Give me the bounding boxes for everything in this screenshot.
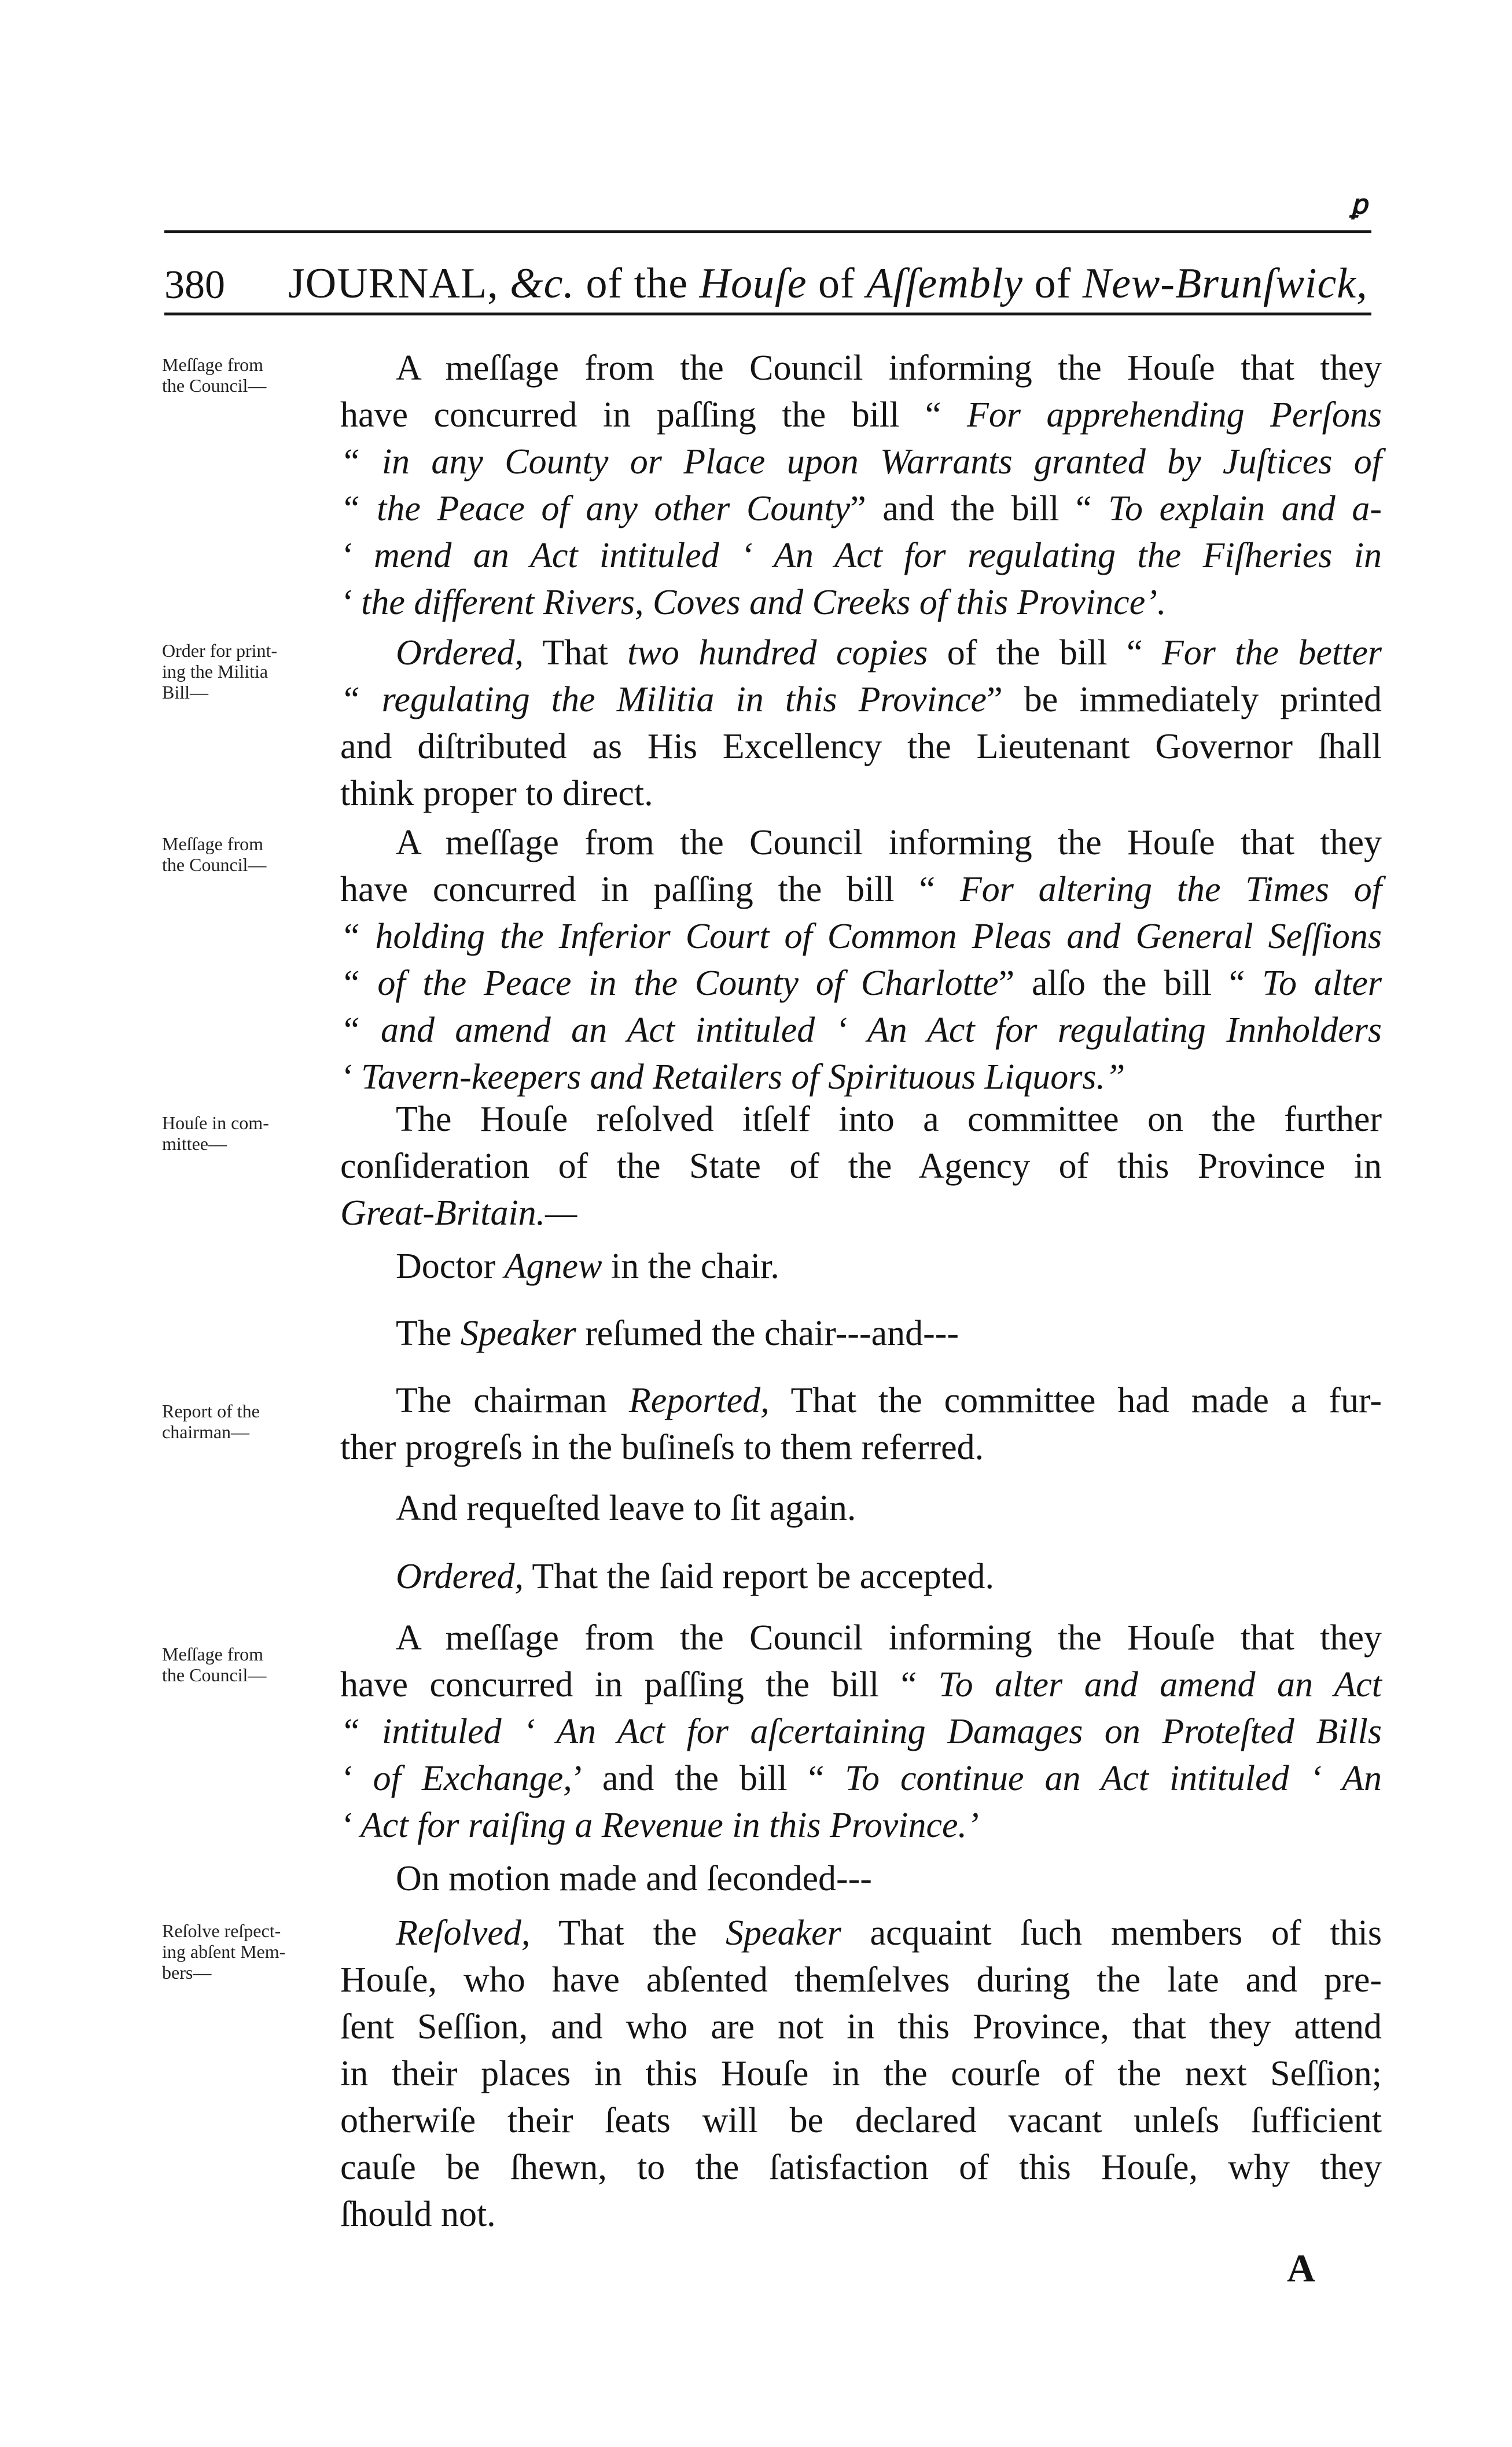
margin-note: Order for print- ing the Militia Bill— [162, 640, 278, 703]
margin-note: Meſſage from the Council— [162, 833, 267, 875]
margin-note: Meſſage from the Council— [162, 354, 267, 396]
journal-line: On motion made and ſeconded--- [396, 1859, 872, 1898]
page-number: 380 [164, 263, 225, 307]
journal-entry: A meſſage from the Council informing the Houſe that they have concurred in paſſing the bill “ To alter and amend an Act “ intituled ‘ An Act for aſcertaining Damages on Proteſted Bills ‘ of Exchange,’ and the bill “ To continue an Act intituled ‘ An ‘ Act for raiſing a Revenue in this Province.’ [340, 1618, 1382, 1845]
journal-entry: The chairman Reported, That the committee had made a fur- ther progreſs in the buſineſs to them referred. [340, 1381, 1382, 1467]
journal-line: Doctor Agnew in the chair. [396, 1247, 779, 1286]
margin-note: Report of the chairman— [162, 1401, 260, 1442]
margin-note: Houſe in com- mittee— [162, 1112, 269, 1154]
journal-entry: Ordered, That two hundred copies of the bill “ For the better “ regulating the Militia in this Province” be immediately printed and diſtributed as His Excellency the Lieutenant Governor ſhall think proper to direct. [340, 633, 1382, 813]
running-title: JOURNAL, &c. of the Houſe of Aſſembly of New-Brunſwick, [288, 260, 1368, 307]
journal-line: Ordered, That the ſaid report be accepted. [396, 1557, 995, 1596]
margin-note: Meſſage from the Council— [162, 1644, 267, 1685]
journal-line: And requeſted leave to ſit again. [396, 1489, 856, 1528]
corner-mark: ꝑ [1351, 190, 1368, 219]
header-rule [164, 313, 1371, 315]
catchword: A [1287, 2246, 1316, 2290]
journal-entry: The Houſe reſolved itſelf into a committee on the further conſideration of the State of the Agency of this Province in Great-Britain.— [340, 1100, 1382, 1233]
journal-entry: A meſſage from the Council informing the Houſe that they have concurred in paſſing the bill “ For apprehending Perſons “ in any County or Place upon Warrants granted by Juſtices of “ the Peace of any other County” and the bill “ To explain and a- ‘ mend an Act intituled ‘ An Act for regulating the Fiſheries in ‘ the different Rivers, Coves and Creeks of this Province’. [340, 348, 1382, 622]
journal-line: The Speaker reſumed the chair---and--- [396, 1314, 959, 1353]
journal-entry: A meſſage from the Council informing the Houſe that they have concurred in paſſing the bill “ For altering the Times of “ holding the Inferior Court of Common Pleas and General Seſſions “ of the Peace in the County of Charlotte” alſo the bill “ To alter “ and amend an Act intituled ‘ An Act for regulating Innholders ‘ Tavern-keepers and Retailers of Spirituous Liquors.” [340, 823, 1382, 1097]
margin-note: Reſolve reſpect- ing abſent Mem- bers— [162, 1920, 286, 1983]
journal-entry: Reſolved, That the Speaker acquaint ſuch members of this Houſe, who have abſented themſelves during the late and pre- ſent Seſſion, and who are not in this Province, that they attend in their places in this Houſe in the courſe of the next Seſſion; otherwiſe their ſeats will be declared vacant unleſs ſufficient cauſe be ſhewn, to the ſatisfaction of this Houſe, why they ſhould not. [340, 1913, 1382, 2234]
running-header [164, 230, 1371, 308]
